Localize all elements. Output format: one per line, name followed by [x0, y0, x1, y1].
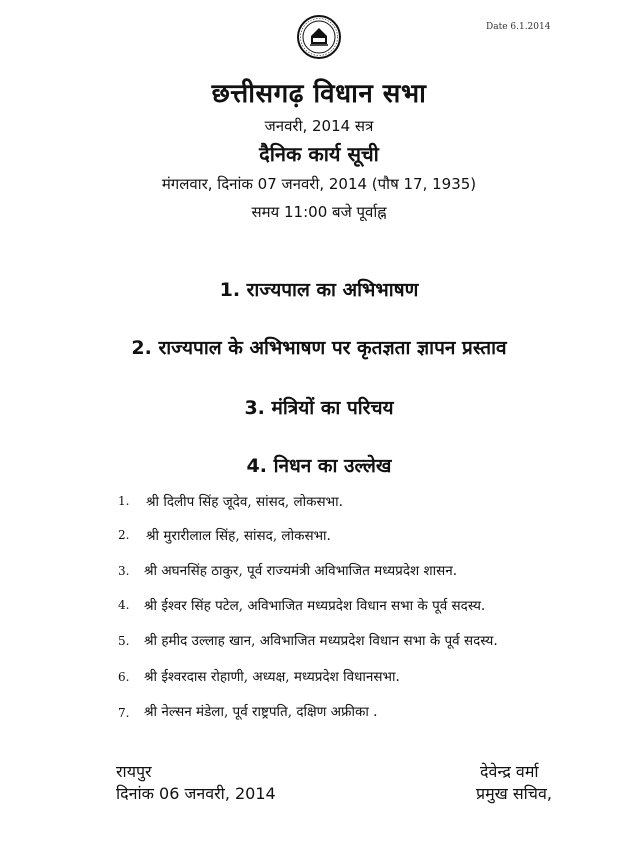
agenda-item-1: 1. राज्यपाल का अभिभाषण: [219, 279, 419, 301]
signatory-title: प्रमुख सचिव,: [476, 784, 552, 803]
obituary-number: 4.: [118, 598, 130, 612]
obituary-number: 1.: [118, 494, 130, 508]
issue-place: रायपुर: [116, 762, 152, 781]
obituary-entry: श्री ईश्वर सिंह पटेल, अविभाजित मध्यप्रदेश विधान सभा के पूर्व सदस्य.: [144, 598, 486, 614]
assembly-title: छत्तीसगढ़ विधान सभा: [211, 79, 427, 109]
date-mark: Date 6.1.2014: [486, 22, 551, 32]
obituary-entry: श्री हमीद उल्लाह खान, अविभाजित मध्यप्रदेश विधान सभा के पूर्व सदस्य.: [144, 633, 498, 649]
obituary-number: 3.: [118, 564, 130, 578]
session-label: जनवरी, 2014 सत्र: [264, 117, 374, 135]
signatory-name: देवेन्द्र वर्मा: [480, 762, 539, 781]
agenda-item-3: 3. मंत्रियों का परिचय: [244, 397, 394, 419]
obituary-number: 6.: [118, 670, 130, 684]
obituary-entry: श्री नेल्सन मंडेला, पूर्व राष्ट्रपति, दक्षिण अफ्रीका .: [144, 704, 378, 720]
sitting-time: समय 11:00 बजे पूर्वाह्न: [251, 203, 387, 221]
obituary-number: 7.: [118, 706, 130, 720]
agenda-heading: दैनिक कार्य सूची: [259, 142, 379, 166]
issue-date: दिनांक 06 जनवरी, 2014: [116, 784, 276, 803]
obituary-entry: श्री अघनसिंह ठाकुर, पूर्व राज्यमंत्री अविभाजित मध्यप्रदेश शासन.: [144, 563, 458, 579]
agenda-item-4: 4. निधन का उल्लेख: [246, 455, 392, 477]
obituary-entry: श्री ईश्वरदास रोहाणी, अध्यक्ष, मध्यप्रदेश विधानसभा.: [144, 669, 400, 685]
obituary-number: 5.: [118, 634, 130, 648]
obituary-entry: श्री दिलीप सिंह जूदेव, सांसद, लोकसभा.: [146, 494, 343, 510]
obituary-entry: श्री मुरारीलाल सिंह, सांसद, लोकसभा.: [146, 528, 331, 544]
assembly-emblem-icon: [296, 14, 342, 60]
obituary-number: 2.: [118, 528, 130, 542]
sitting-date: मंगलवार, दिनांक 07 जनवरी, 2014 (पौष 17, 1935): [161, 175, 477, 193]
agenda-item-2: 2. राज्यपाल के अभिभाषण पर कृतज्ञता ज्ञापन प्रस्ताव: [131, 337, 507, 359]
